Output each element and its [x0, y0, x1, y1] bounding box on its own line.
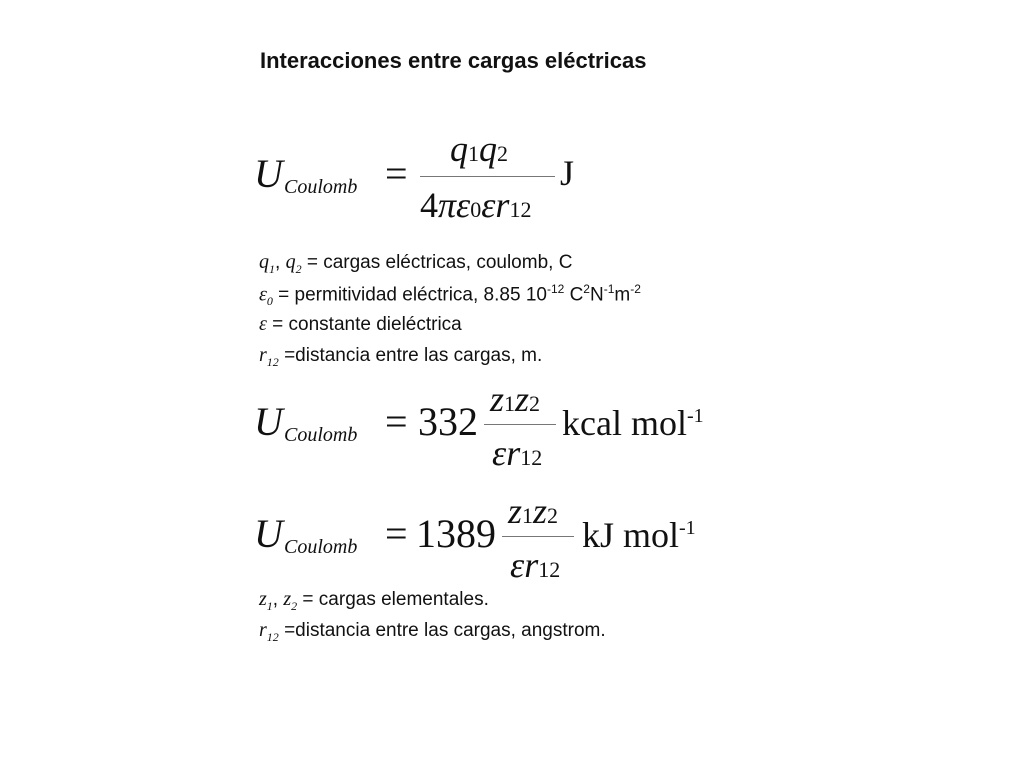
legend-distance-angstrom: $r_{12}$ =distancia entre las cargas, angstrom.	[259, 619, 606, 644]
page-title: Interacciones entre cargas eléctricas	[260, 48, 647, 73]
legend-dielectric: ε = constante dieléctrica	[259, 313, 462, 335]
eq1-fraction-bar	[420, 176, 555, 177]
eq3-fraction-bar	[502, 536, 574, 537]
eq3-numerator: z1z2	[508, 491, 559, 531]
eq1-subscript: Coulomb	[284, 176, 358, 198]
eq3-coefficient: 1389	[416, 511, 496, 556]
eq3-U: U	[254, 511, 283, 556]
eq3-subscript: Coulomb	[284, 536, 358, 558]
eq1-U: U	[254, 151, 283, 196]
eq2-equals: =	[385, 399, 408, 444]
eq1-equals: =	[385, 151, 408, 196]
legend-charges: $q_1$, $q_2$ = cargas eléctricas, coulomb, C	[259, 251, 573, 276]
eq1-unit: J	[560, 153, 575, 193]
legend-permittivity: $\varepsilon_0$ = permitividad eléctrica, 8.85 $10^{-12}$ $C^2N^{-1}m^{-2}$	[259, 282, 641, 309]
legend-elementary-charges: $z_1$, $z_2$ = cargas elementales.	[259, 588, 489, 613]
legend-distance-m: $r_{12}$ =distancia entre las cargas, m.	[259, 344, 543, 369]
eq2-coefficient: 332	[418, 399, 478, 444]
eq2-U: U	[254, 399, 283, 444]
eq2-numerator: z1z2	[490, 379, 541, 419]
eq1-denominator: 4πε0εr12	[420, 185, 532, 225]
eq2-denominator: εr12	[492, 433, 543, 473]
eq3-denominator: εr12	[510, 545, 561, 585]
eq3-unit: kJ mol$^{-1}$	[582, 515, 696, 555]
eq2-unit: kcal mol$^{-1}$	[562, 403, 704, 443]
eq3-equals: =	[385, 511, 408, 556]
eq1-numerator: q1q2	[450, 129, 508, 169]
eq2-fraction-bar	[484, 424, 556, 425]
eq2-subscript: Coulomb	[284, 424, 358, 446]
